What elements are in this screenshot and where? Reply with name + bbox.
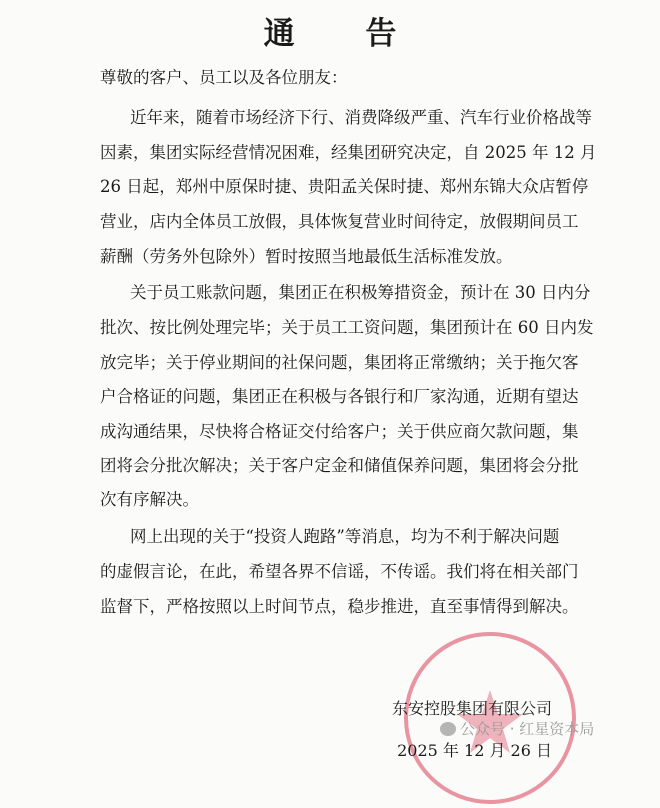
text-line: 次有序解决。 xyxy=(100,490,199,509)
watermark xyxy=(440,720,594,739)
signature-date: 2025 年 12 月 26 日 xyxy=(397,741,552,760)
watermark-text: 公众号 · 红星资本局 xyxy=(460,720,595,738)
text-line: 成沟通结果，尽快将合格证交付给客户；关于供应商欠款问题，集 xyxy=(100,422,579,441)
text-line: 营业，店内全体员工放假，具体恢复营业时间待定，放假期间员工 xyxy=(100,212,579,231)
text-line: 关于员工账款问题，集团正在积极筹措资金，预计在 30 日内分 xyxy=(130,283,591,302)
text-line: 薪酬（劳务外包除外）暂时按照当地最低生活标准发放。 xyxy=(100,247,513,266)
text-line: 户合格证的问题，集团正在积极与各银行和厂家沟通，近期有望达 xyxy=(100,387,579,406)
text-line: 近年来，随着市场经济下行、消费降级严重、汽车行业价格战等 xyxy=(130,108,592,127)
text-line: 批次、按比例处理完毕；关于员工工资问题，集团预计在 60 日内发 xyxy=(100,318,594,337)
text-line: 的虚假言论，在此，希望各界不信谣，不传谣。我们将在相关部门 xyxy=(100,562,579,581)
text-line: 放完毕；关于停业期间的社保问题，集团将正常缴纳；关于拖欠客 xyxy=(100,353,579,372)
salutation: 尊敬的客户、员工以及各位朋友： xyxy=(100,68,348,87)
company-seal xyxy=(400,628,580,808)
wechat-icon xyxy=(440,722,456,736)
text-line: 监督下，严格按照以上时间节点，稳步推进，直至事情得到解决。 xyxy=(100,597,579,616)
text-line: 团将会分批次解决；关于客户定金和储值保养问题，集团将会分批 xyxy=(100,456,579,475)
signature-company: 东安控股集团有限公司 xyxy=(391,699,552,718)
text-line: 26 日起，郑州中原保时捷、贵阳孟关保时捷、郑州东锦大众店暂停 xyxy=(100,177,589,196)
text-line: 网上出现的关于“投资人跑路”等消息，均为不利于解决问题 xyxy=(130,527,560,546)
text-line: 因素，集团实际经营情况困难，经集团研究决定，自 2025 年 12 月 xyxy=(100,143,597,162)
notice-title: 通 告 xyxy=(263,16,427,52)
